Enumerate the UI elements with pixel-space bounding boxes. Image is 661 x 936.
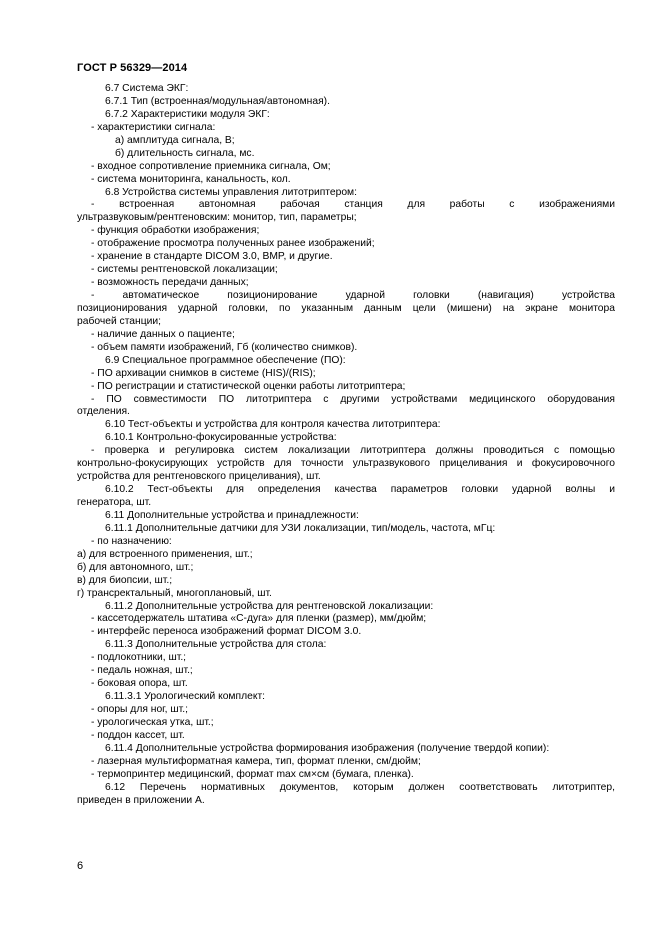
text-line: в) для биопсии, шт.; (77, 574, 173, 586)
text-line: контрольно-фокусирующих устройств для точности ультразвукового прицеливания и фокусировочного (77, 458, 615, 470)
text-line: а) амплитуда сигнала, В; (115, 134, 235, 146)
text-line: - проверка и регулировка систем локализации литотриптера должны проводиться с помощью (91, 445, 615, 457)
text-line: - подлокотники, шт.; (91, 652, 187, 664)
text-line: - системы рентгеновской локализации; (91, 264, 278, 276)
text-line: позиционирования ударной головки, по указанным данным цели (мишени) на экране монитора (77, 302, 615, 314)
text-line: 6.11 Дополнительные устройства и принадлежности: (105, 509, 359, 521)
text-line: отделения. (77, 406, 130, 418)
text-line: - боковая опора, шт. (91, 678, 188, 690)
document-body (77, 83, 615, 808)
text-line: 6.7.2 Характеристики модуля ЭКГ: (105, 108, 270, 120)
text-line: - педаль ножная, шт.; (91, 665, 193, 677)
text-line: 6.11.4 Дополнительные устройства формирования изображения (получение твердой копии): (105, 742, 550, 754)
text-line: - ПО архивации снимков в системе (HIS)/(RIS); (91, 367, 316, 379)
page-number: 6 (77, 860, 84, 872)
text-line: 6.7.1 Тип (встроенная/модульная/автономная). (105, 95, 330, 107)
text-line: - поддон кассет, шт. (91, 729, 185, 741)
text-line: 6.11.3 Дополнительные устройства для стола: (105, 639, 327, 651)
text-line: 6.9 Специальное программное обеспечение (ПО): (105, 354, 346, 366)
text-line: генератора, шт. (77, 497, 152, 508)
text-line: б) длительность сигнала, мс. (115, 147, 255, 159)
text-line: 6.11.1 Дополнительные датчики для УЗИ локализации, тип/модель, частота, мГц: (105, 522, 496, 534)
text-line: - входное сопротивление приемника сигнала, Ом; (91, 160, 331, 172)
text-line: 6.10 Тест-объекты и устройства для контроля качества литотриптера: (105, 419, 441, 431)
text-line: 6.7 Система ЭКГ: (105, 83, 189, 94)
text-line: - термопринтер медицинский, формат max см×см (бумага, пленка). (91, 768, 414, 780)
text-line: а) для встроенного применения, шт.; (77, 548, 253, 560)
document-header: ГОСТ Р 56329—2014 (77, 62, 188, 74)
text-line: - наличие данных о пациенте; (91, 328, 235, 340)
text-line: 6.12 Перечень нормативных документов, которым должен соответствовать литотриптер, (105, 781, 615, 793)
text-line: - хранение в стандарте DICOM 3.0, BMP, и другие. (91, 251, 333, 263)
text-line: 6.10.2 Тест-объекты для определения качества параметров головки ударной волны и (105, 484, 615, 496)
text-line: б) для автономного, шт.; (77, 561, 194, 573)
text-line: ультразвуковым/рентгеновским: монитор, тип, параметры; (77, 212, 357, 224)
text-line: приведен в приложении А. (77, 794, 205, 806)
text-line: г) трансректальный, многоплановый, шт. (77, 587, 272, 599)
text-line: 6.11.2 Дополнительные устройства для рентгеновской локализации: (105, 600, 434, 612)
text-line: 6.10.1 Контрольно-фокусированные устройства: (105, 432, 337, 444)
text-line: - лазерная мультиформатная камера, тип, формат пленки, см/дюйм; (91, 755, 421, 767)
text-line: 6.11.3.1 Урологический комплект: (105, 691, 266, 703)
text-line: - по назначению: (91, 535, 172, 547)
text-line: - возможность передачи данных; (91, 277, 249, 289)
text-line: - ПО совместимости ПО литотриптера с другими устройствами медицинского оборудования (91, 393, 615, 405)
text-line: - кассетодержатель штатива «С-дуга» для пленки (размер), мм/дюйм; (91, 613, 427, 625)
text-line: рабочей станции; (77, 315, 161, 327)
text-line: устройства для рентгеновского прицеливания), шт. (77, 471, 321, 483)
text-line: - отображение просмотра полученных ранее изображений; (91, 238, 375, 250)
text-line: - автоматическое позиционирование ударной головки (навигация) устройства (91, 290, 615, 301)
text-line: 6.8 Устройства системы управления литотриптером: (105, 186, 357, 198)
text-line: - система мониторинга, канальность, кол. (91, 173, 291, 185)
text-line: - объем памяти изображений, Гб (количество снимков). (91, 341, 358, 353)
text-line: - характеристики сигнала: (91, 121, 216, 133)
text-line: - интерфейс переноса изображений формат DICOM 3.0. (91, 626, 362, 638)
text-line: - функция обработки изображения; (91, 225, 260, 237)
text-line: - ПО регистрации и статистической оценки работы литотриптера; (91, 380, 406, 392)
text-line: - урологическая утка, шт.; (91, 716, 214, 728)
text-line: - встроенная автономная рабочая станция для работы с изображениями (91, 199, 615, 211)
text-line: - опоры для ног, шт.; (91, 704, 188, 715)
